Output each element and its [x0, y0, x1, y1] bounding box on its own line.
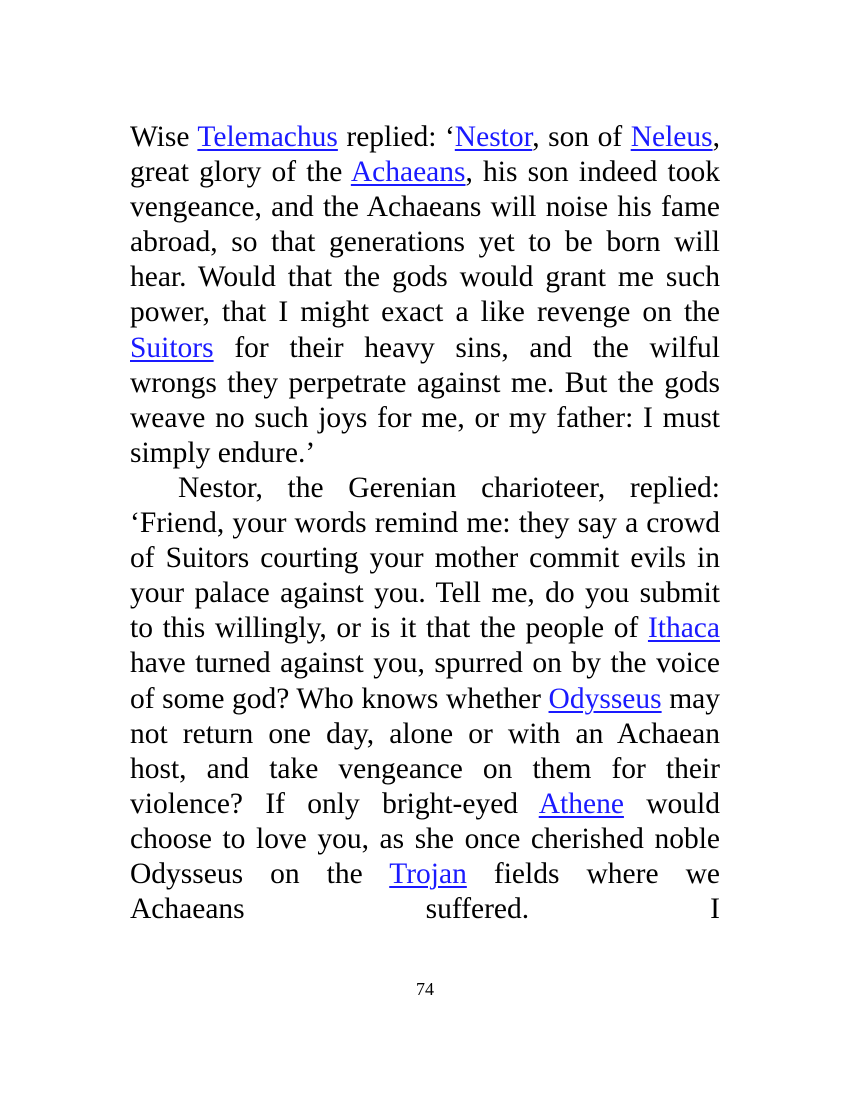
text-run: may not return one day, alone or with an Achaean host, and take vengeance on them for their violence? If only bright-eyed	[130, 682, 720, 820]
paragraph-telemachus-reply	[130, 120, 720, 471]
text-run: for their heavy sins, and the wilful wrongs they perpetrate against me. But the gods weave no such joys for me, or my father: I must simply endure.’	[130, 331, 720, 469]
link-odysseus[interactable]: Odysseus	[548, 682, 662, 715]
text-run: Wise	[130, 121, 198, 153]
text-run: replied: ‘	[337, 121, 455, 153]
text-run: , great glory of the	[130, 121, 720, 189]
text-run: Nestor, the Gerenian charioteer, replied: ‘Friend, your words remind me: they say a crowd of Suitors courting your mother commit evils in your palace against you. Tell me, do you submit to this willingly, or is it that the people of	[130, 471, 720, 645]
link-nestor[interactable]: Nestor	[454, 121, 533, 153]
text-run: fields where we Achaeans suffered. I	[130, 857, 720, 926]
link-telemachus[interactable]: Telemachus	[197, 121, 338, 153]
link-neleus[interactable]: Neleus	[630, 121, 713, 153]
text-run: , son of	[532, 121, 631, 153]
link-ithaca[interactable]: Ithaca	[647, 612, 720, 645]
link-trojan[interactable]: Trojan	[389, 857, 467, 890]
link-achaeans[interactable]: Achaeans	[350, 156, 466, 189]
link-athene[interactable]: Athene	[538, 787, 624, 820]
text-run: would choose to love you, as she once cherished noble Odysseus on the	[130, 787, 720, 890]
link-suitors[interactable]: Suitors	[130, 331, 214, 364]
text-run: have turned against you, spurred on by the voice of some god? Who knows whether	[130, 647, 720, 715]
page-body	[130, 120, 720, 927]
paragraph-nestor-reply	[130, 471, 720, 927]
page-number: 74	[416, 979, 434, 999]
text-run: , his son indeed took vengeance, and the Achaeans will noise his fame abroad, so that generations yet to be born will hear. Would that the gods would grant me such power, that I might exact a like revenge on the	[130, 156, 720, 329]
